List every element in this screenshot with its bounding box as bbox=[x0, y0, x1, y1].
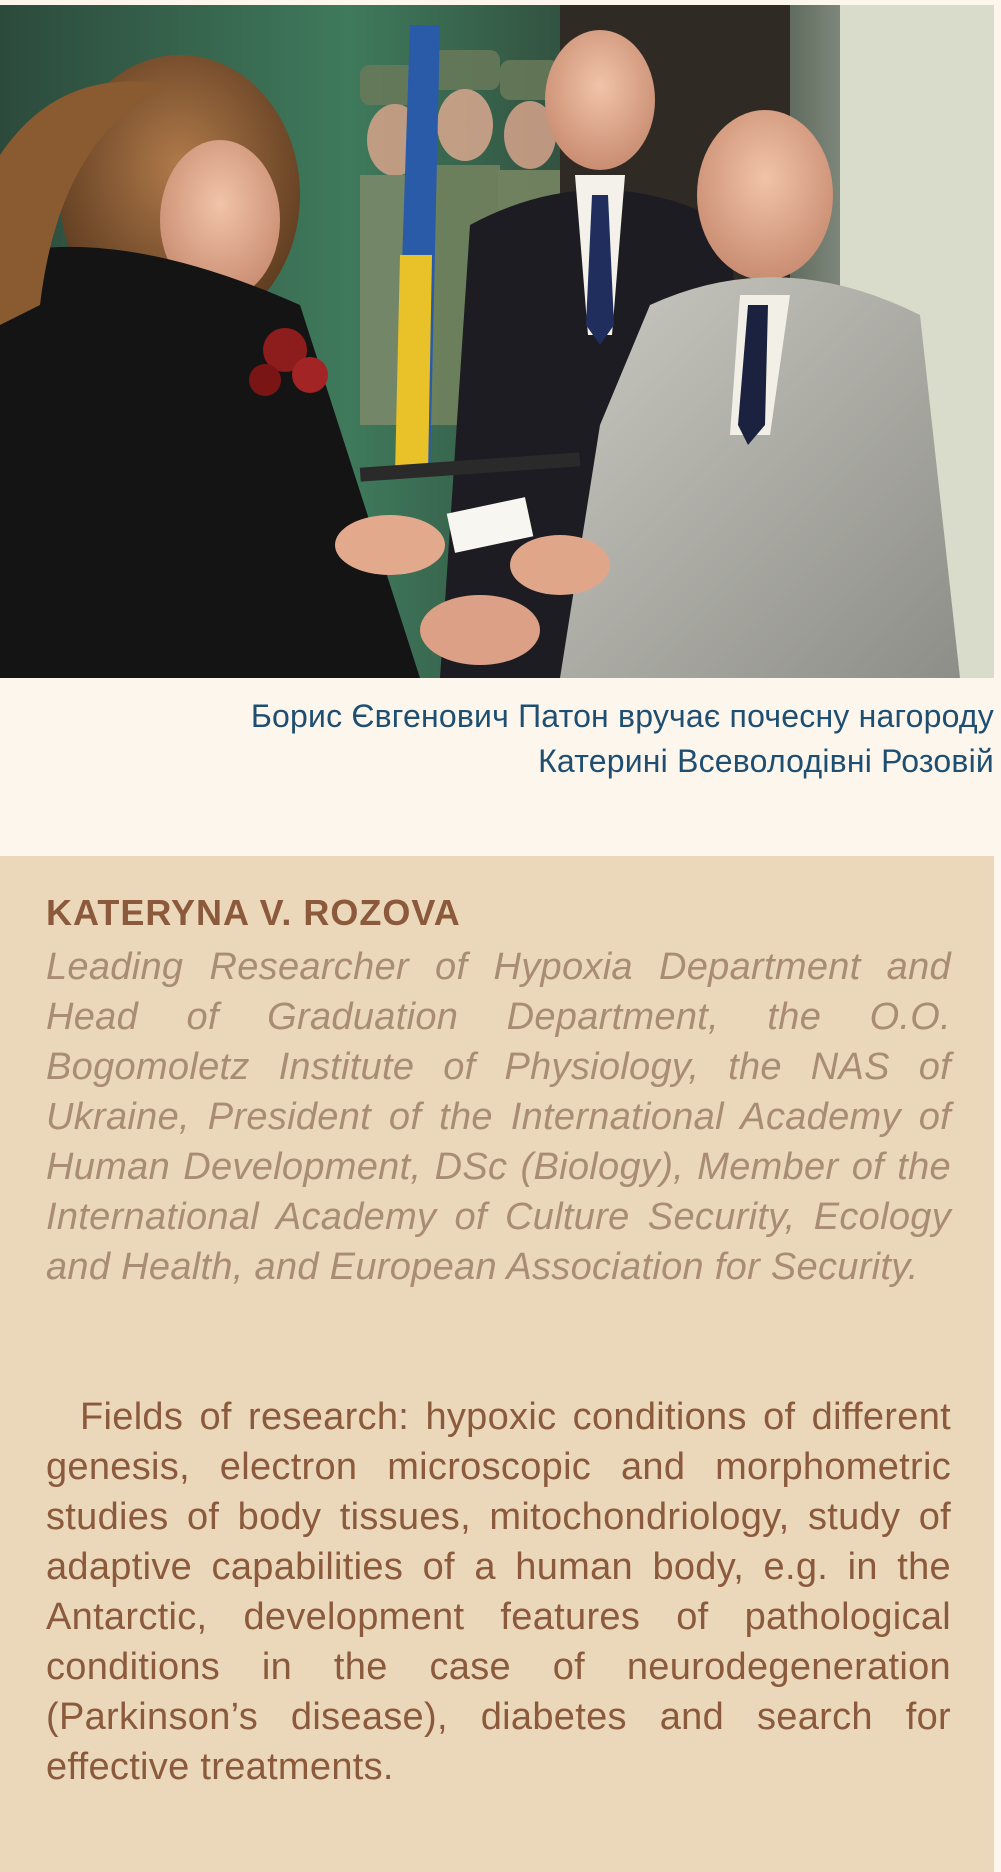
biography-panel bbox=[0, 856, 994, 1872]
award-ceremony-photo bbox=[0, 5, 994, 678]
person-position: Leading Researcher of Hypoxia Department and Head of Graduation Department, the O.O. Bogomoletz Institute of Physiology, the NAS of Ukraine, President of the International Academy of Human Development, DSc (Biology), Member of the International Academy of Culture Security, Ecology and Health, and European Association for Security. bbox=[46, 946, 951, 1288]
person-name: KATERYNA V. ROZOVA bbox=[46, 892, 461, 933]
research-fields: Fields of research: hypoxic conditions of different genesis, electron microscopic and morphometric studies of body tissues, mitochondriology, study of adaptive capabilities of a human body, e.g. in the Antarctic, development features of pathological conditions in the case of neurodegeneration (Parkinson’s disease), diabetes and search for effective treatments. bbox=[46, 1396, 951, 1788]
caption-line-2: Катерині Всеволодівні Розовій bbox=[538, 743, 994, 779]
photo-caption bbox=[0, 678, 994, 856]
caption-line-1: Борис Євгенович Патон вручає почесну нагороду bbox=[250, 698, 994, 734]
award-ceremony-photo-icon bbox=[0, 5, 994, 678]
